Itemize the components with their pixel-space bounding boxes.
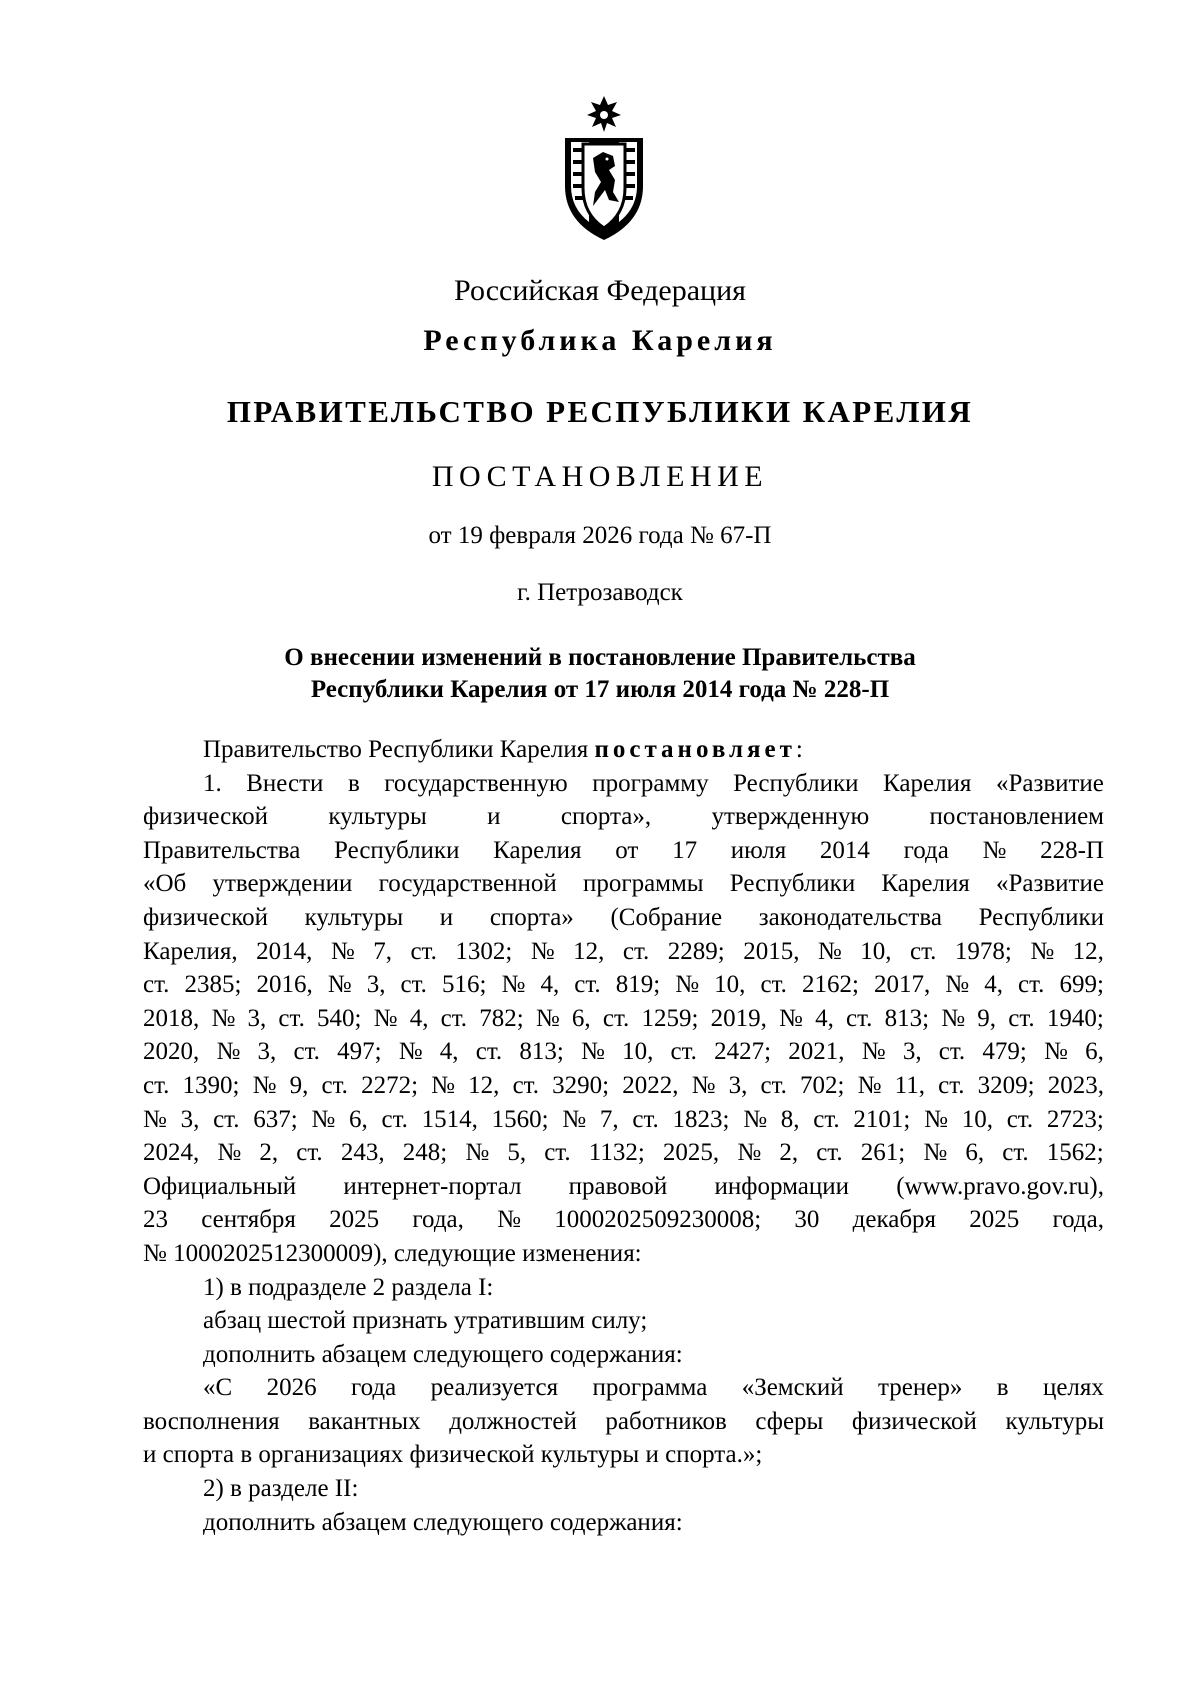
paragraph-line: № 3, ст. 637; № 6, ст. 1514, 1560; № 7, ст. 1823; № 8, ст. 2101; № 10, ст. 2723; — [143, 1105, 1104, 1133]
subitem-2: 2) в разделе II: — [203, 1475, 359, 1503]
republic-name: Республика Карелия — [423, 324, 777, 357]
document-title-line-1: О внесении изменений в постановление Правительства — [284, 644, 916, 671]
paragraph-line: «Об утверждении государственной программы Республики Карелия «Развитие — [143, 870, 1104, 898]
paragraph-line: Правительства Республики Карелия от 17 июля 2014 года № 228-П — [143, 836, 1104, 864]
quote-line: и спорта в организациях физической культуры и спорта.»; — [143, 1441, 763, 1469]
paragraph-line: ст. 2385; 2016, № 3, ст. 516; № 4, ст. 819; № 10, ст. 2162; 2017, № 4, ст. 699; — [143, 971, 1104, 999]
paragraph-line: 1. Внести в государственную программу Республики Карелия «Развитие — [203, 769, 1104, 797]
paragraph-line: ст. 1390; № 9, ст. 2272; № 12, ст. 3290; 2022, № 3, ст. 702; № 11, ст. 3209; 2023, — [143, 1071, 1104, 1099]
karelia-coat-of-arms-icon — [559, 94, 649, 244]
paragraph-line: 23 сентября 2025 года, № 1000202509230008; 30 декабря 2025 года, — [143, 1206, 1104, 1234]
paragraph-line: Официальный интернет-портал правовой информации (www.pravo.gov.ru), — [143, 1172, 1104, 1200]
government-name: ПРАВИТЕЛЬСТВО РЕСПУБЛИКИ КАРЕЛИЯ — [226, 394, 974, 429]
paragraph-line: 2024, № 2, ст. 243, 248; № 5, ст. 1132; 2025, № 2, ст. 261; № 6, ст. 1562; — [143, 1139, 1104, 1167]
paragraph-line: 2018, № 3, ст. 540; № 4, ст. 782; № 6, ст. 1259; 2019, № 4, ст. 813; № 9, ст. 1940; — [143, 1004, 1104, 1032]
country-name: Российская Федерация — [454, 274, 746, 307]
paragraph-line: № 1000202512300009), следующие изменения: — [143, 1239, 642, 1267]
subitem-1-a: абзац шестой признать утратившим силу; — [203, 1307, 648, 1335]
subitem-2-a: дополнить абзацем следующего содержания: — [203, 1508, 683, 1536]
paragraph-line: 2020, № 3, ст. 497; № 4, ст. 813; № 10, ст. 2427; 2021, № 3, ст. 479; № 6, — [143, 1038, 1104, 1066]
paragraph-line: физической культуры и спорта», утвержденную постановлением — [143, 803, 1104, 831]
preamble-colon: : — [795, 736, 803, 763]
paragraph-line: Карелия, 2014, № 7, ст. 1302; № 12, ст. 2289; 2015, № 10, ст. 1978; № 12, — [143, 937, 1104, 965]
preamble — [143, 733, 1104, 767]
preamble-subject: Правительство Республики Карелия — [203, 736, 589, 763]
quote-line: восполнения вакантных должностей работников сферы физической культуры — [143, 1407, 1104, 1435]
quote-line: «С 2026 года реализуется программа «Земский тренер» в целях — [203, 1374, 1104, 1402]
document-title-line-2: Республики Карелия от 17 июля 2014 года № 228-П — [310, 676, 890, 703]
city: г. Петрозаводск — [517, 579, 683, 606]
subitem-1-b: дополнить абзацем следующего содержания: — [203, 1340, 683, 1368]
subitem-1: 1) в подразделе 2 раздела I: — [203, 1273, 494, 1301]
date-and-number: от 19 февраля 2026 года № 67-П — [428, 522, 772, 549]
paragraph-line: физической культуры и спорта» (Собрание законодательства Республики — [143, 903, 1104, 931]
document-type: ПОСТАНОВЛЕНИЕ — [431, 460, 769, 493]
document-body — [143, 733, 1104, 1539]
preamble-verb: постановляет — [594, 736, 796, 763]
